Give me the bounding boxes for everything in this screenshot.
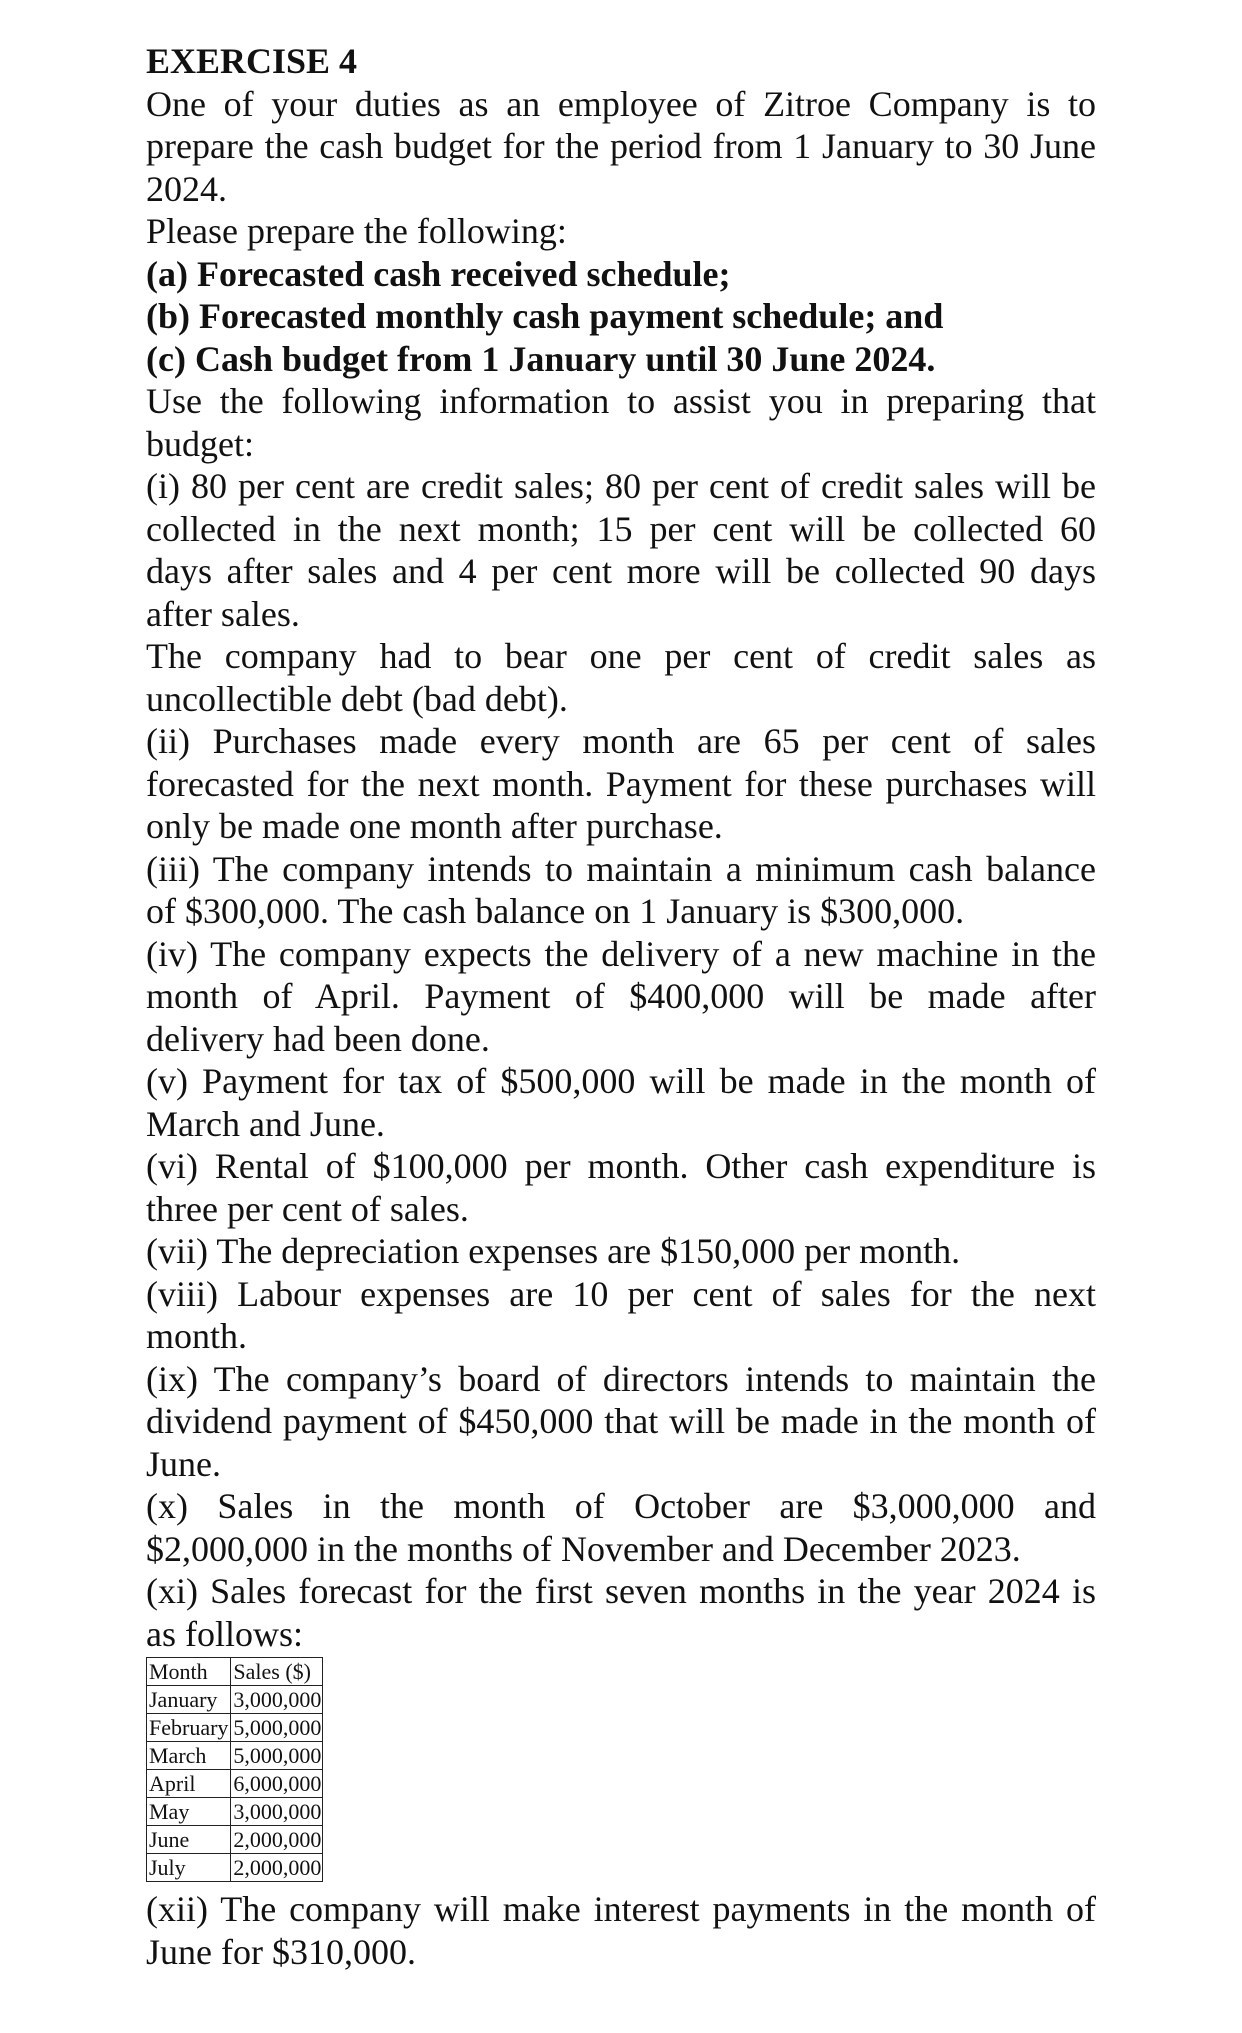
text-line: (c) Cash budget from 1 January until 30 June 2024. — [146, 338, 936, 379]
text-line: (iii) The company intends to maintain a minimum cash balance — [146, 848, 1096, 889]
text-line: (iv) The company expects the delivery of a new machine in the — [146, 933, 1096, 974]
sales-cell: 2,000,000 — [231, 1826, 323, 1854]
sales-cell: 6,000,000 — [231, 1770, 323, 1798]
month-cell: February — [147, 1714, 231, 1742]
month-cell: April — [147, 1770, 231, 1798]
table-header-row — [147, 1658, 323, 1686]
text-line: (b) Forecasted monthly cash payment schedule; and — [146, 296, 944, 336]
table-body — [147, 1686, 323, 1882]
text-line: (viii) Labour expenses are 10 per cent of sales for the next — [146, 1273, 1096, 1314]
exercise-body — [146, 83, 1096, 1656]
text-line: (ix) The company’s board of directors intends to maintain the — [146, 1358, 1096, 1399]
month-column-header: Month — [147, 1658, 231, 1686]
text-line: of $300,000. The cash balance on 1 January is $300,000. — [146, 891, 965, 931]
table-row — [147, 1798, 323, 1826]
table-row — [147, 1714, 323, 1742]
text-line: month of April. Payment of $400,000 will be made after — [146, 976, 1096, 1016]
month-cell: July — [147, 1854, 231, 1882]
text-line: only be made one month after purchase. — [146, 806, 723, 846]
table-row — [147, 1686, 323, 1714]
text-line: dividend payment of $450,000 that will be made in the month of — [146, 1401, 1096, 1441]
text-line: delivery had been done. — [146, 1018, 490, 1059]
sales-cell: 3,000,000 — [231, 1686, 323, 1714]
text-line: March and June. — [146, 1103, 385, 1144]
month-cell: May — [147, 1798, 231, 1826]
text-line: (vi) Rental of $100,000 per month. Other cash expenditure is — [146, 1146, 1096, 1186]
text-line: (vii) The depreciation expenses are $150,000 per month. — [146, 1231, 961, 1271]
table-row — [147, 1826, 323, 1854]
text-line: month. — [146, 1316, 248, 1356]
text-line: June. — [146, 1443, 221, 1484]
text-line: (v) Payment for tax of $500,000 will be made in the month of — [146, 1061, 1096, 1101]
text-line: 2024. — [146, 168, 227, 209]
text-line: budget: — [146, 423, 254, 464]
text-line: after sales. — [146, 593, 300, 634]
text-line: as follows: — [146, 1613, 303, 1654]
sales-forecast-table — [146, 1657, 323, 1882]
text-line: collected in the next month; 15 per cent will be collected 60 — [146, 508, 1096, 549]
month-cell: March — [147, 1742, 231, 1770]
exercise-heading: EXERCISE 4 — [146, 41, 358, 81]
text-line: Please prepare the following: — [146, 211, 567, 251]
table-row — [147, 1770, 323, 1798]
table-row — [147, 1742, 323, 1770]
month-cell: June — [147, 1826, 231, 1854]
sales-cell: 5,000,000 — [231, 1714, 323, 1742]
text-line: uncollectible debt (bad debt). — [146, 678, 568, 719]
sales-cell: 5,000,000 — [231, 1742, 323, 1770]
text-line: days after sales and 4 per cent more will be collected 90 days — [146, 551, 1096, 591]
exercise-document — [146, 40, 1096, 1973]
table-row — [147, 1854, 323, 1882]
text-line: $2,000,000 in the months of November and December 2023. — [146, 1528, 1021, 1569]
text-line: (x) Sales in the month of October are $3,000,000 and — [146, 1486, 1096, 1526]
text-line: June for $310,000. — [146, 1931, 416, 1972]
text-line: prepare the cash budget for the period from 1 January to 30 June — [146, 126, 1096, 166]
text-line: One of your duties as an employee of Zitroe Company is to — [146, 83, 1096, 124]
text-line: Use the following information to assist you in preparing that — [146, 381, 1096, 421]
text-line: three per cent of sales. — [146, 1188, 469, 1229]
exercise-body-continued — [146, 1888, 1096, 1973]
sales-cell: 2,000,000 — [231, 1854, 323, 1882]
sales-column-header: Sales ($) — [231, 1658, 323, 1686]
month-cell: January — [147, 1686, 231, 1714]
text-line: (xii) The company will make interest payments in the month of — [146, 1889, 1096, 1929]
text-line: (i) 80 per cent are credit sales; 80 per cent of credit sales will be — [146, 466, 1096, 506]
text-line: (xi) Sales forecast for the first seven months in the year 2024 is — [146, 1571, 1096, 1611]
text-line: (ii) Purchases made every month are 65 per cent of sales — [146, 721, 1096, 761]
text-line: (a) Forecasted cash received schedule; — [146, 253, 731, 294]
sales-cell: 3,000,000 — [231, 1798, 323, 1826]
text-line: The company had to bear one per cent of credit sales as — [146, 636, 1096, 676]
text-line: forecasted for the next month. Payment for these purchases will — [146, 763, 1096, 804]
